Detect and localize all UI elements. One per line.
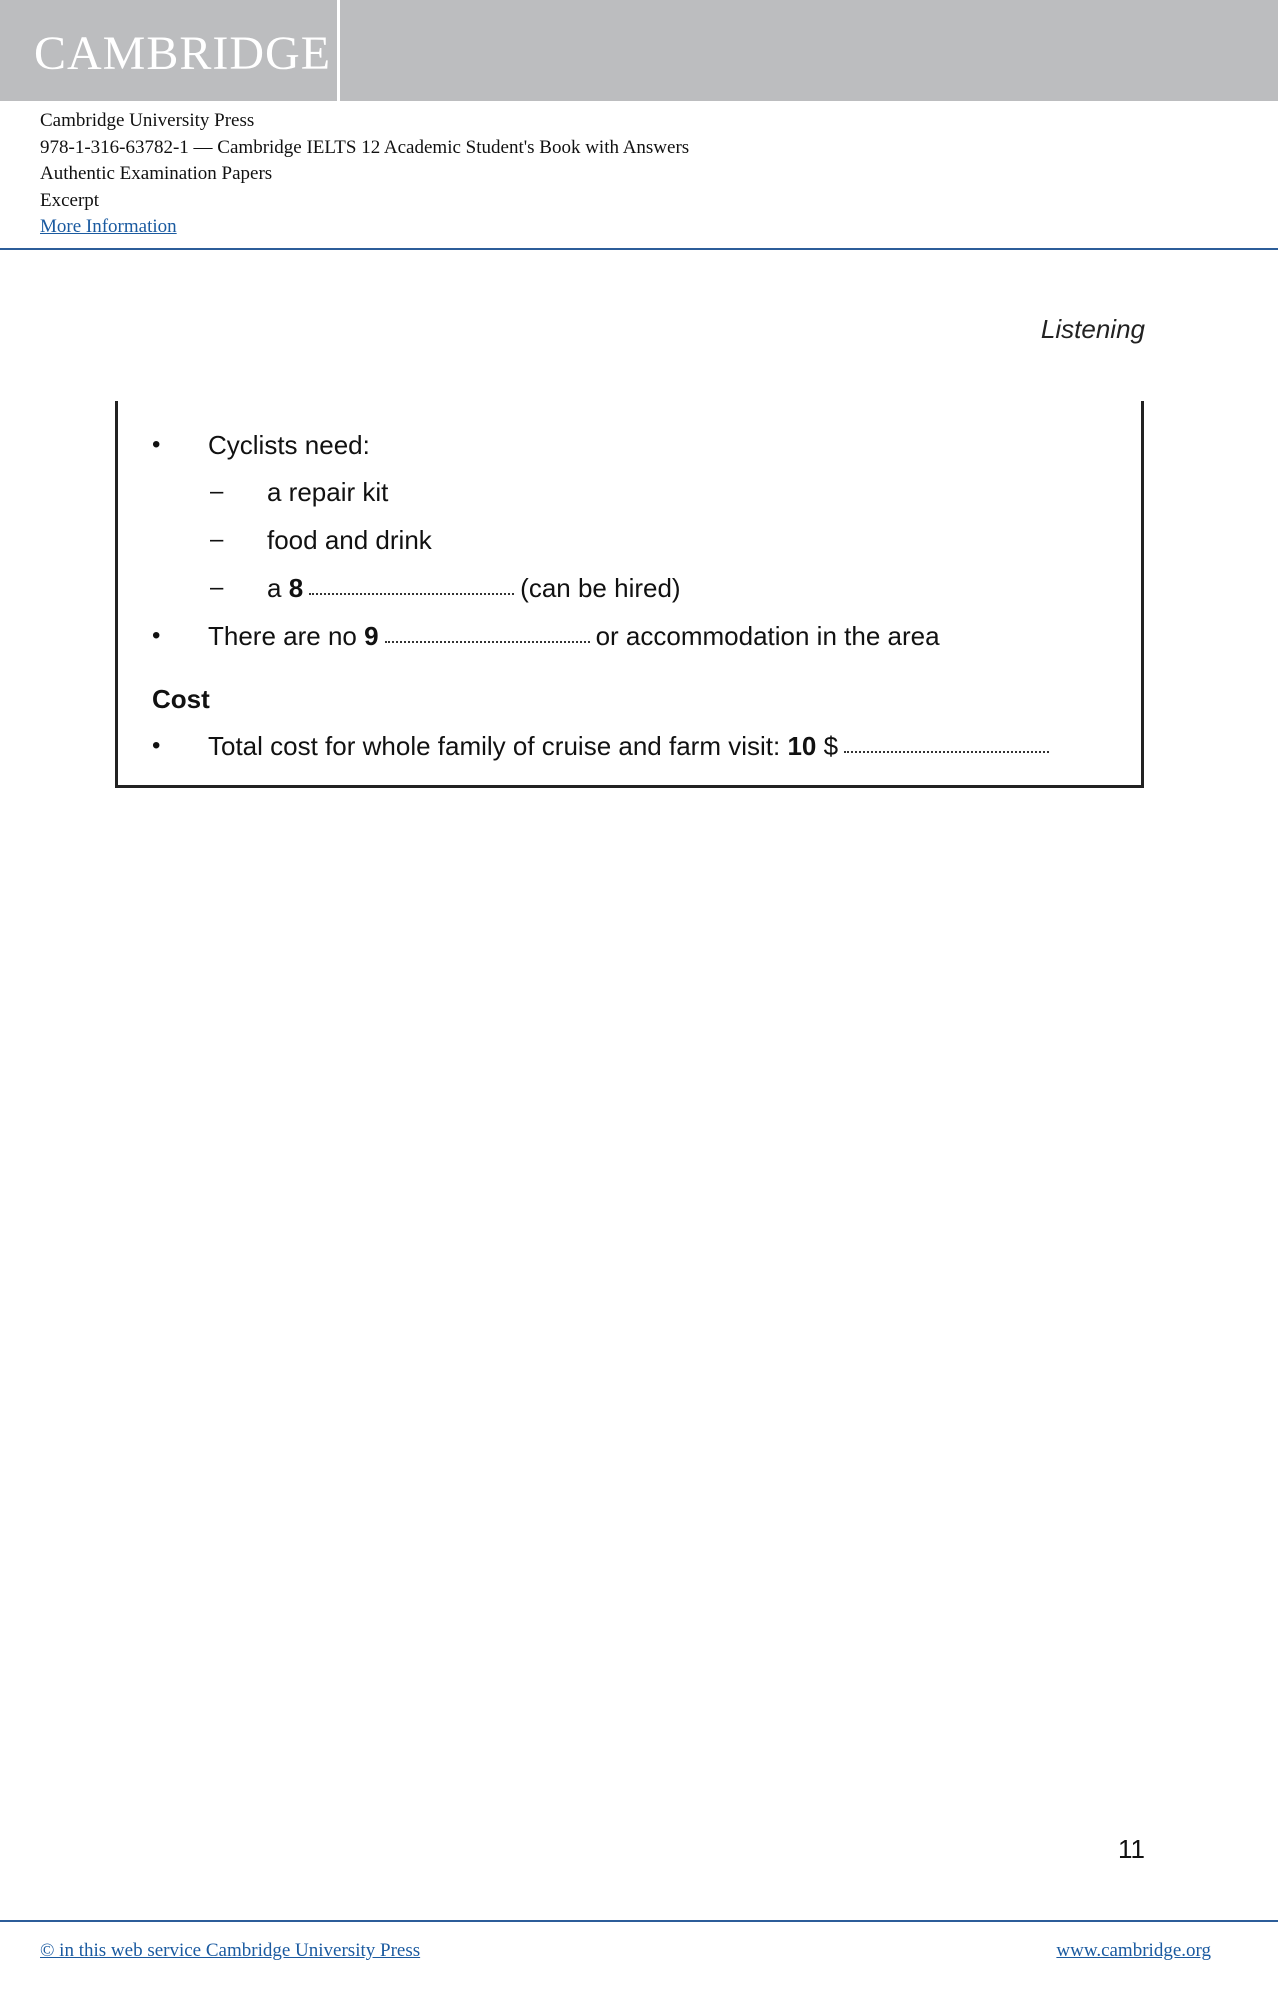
book-meta [40,108,689,241]
question-8-line [267,572,681,604]
publisher-name: Cambridge University Press [40,110,255,131]
q10-number: 10 [787,731,817,761]
dash-icon: – [210,526,224,553]
q8-prefix: a [267,573,282,603]
bullet-icon: • [152,622,161,649]
repair-kit-text: a repair kit [267,477,389,507]
question-9-line [208,620,940,652]
section-label: Listening [1040,314,1145,344]
cost-heading: Cost [152,684,210,714]
page-number: 11 [1118,1834,1145,1864]
more-information-link[interactable]: More Information [40,216,177,237]
q9-answer-blank[interactable] [385,640,590,643]
bullet-icon: • [152,732,161,759]
question-10-line [208,730,1055,762]
dash-icon: – [210,478,224,505]
q10-answer-blank[interactable] [844,750,1049,753]
header-rule [0,248,1278,250]
food-drink-text: food and drink [267,525,432,555]
cambridge-site-link[interactable]: www.cambridge.org [1056,1940,1211,1961]
brand-bar [0,0,1278,101]
q8-number: 8 [288,573,304,603]
isbn-title: 978-1-316-63782-1 — Cambridge IELTS 12 Academic Student's Book with Answers [40,136,690,158]
q10-currency: $ [823,731,839,761]
book-subtitle: Authentic Examination Papers [40,163,273,184]
q9-prefix: There are no [208,621,357,651]
brand-divider [337,0,340,101]
excerpt-label: Excerpt [40,189,100,211]
cyclists-need-text: Cyclists need: [208,430,370,460]
q8-answer-blank[interactable] [309,592,514,595]
bullet-icon: • [152,431,161,458]
cambridge-logo: CAMBRIDGE [34,27,332,80]
form-completion-box [115,401,1144,788]
copyright-link[interactable]: © in this web service Cambridge University Press [40,1940,421,1961]
q10-prefix: Total cost for whole family of cruise and farm visit: [208,731,781,761]
dash-icon: – [210,574,224,601]
q9-suffix: or accommodation in the area [595,621,940,651]
footer-rule [0,1920,1278,1922]
q9-number: 9 [364,621,379,651]
q8-suffix: (can be hired) [520,573,681,603]
